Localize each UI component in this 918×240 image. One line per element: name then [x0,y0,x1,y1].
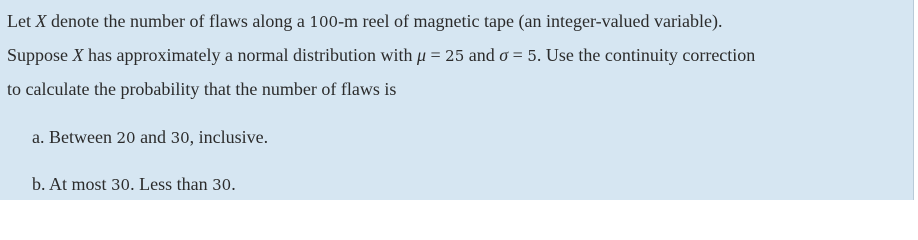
variable-x: X [35,11,47,31]
less-than-number: 30 [212,176,232,194]
text-segment: has approximately a normal distribution with [83,45,417,65]
mu-symbol: μ [416,45,427,65]
question-item-a [32,125,268,150]
problem-line-2 [7,39,907,73]
equals-sign: = [426,45,446,65]
upper-bound-number: 30 [170,129,190,147]
variable-x: X [72,45,84,65]
reel-length-number: 100 [309,13,339,31]
text-segment: and [135,127,171,147]
sigma-value: 5 [527,47,537,65]
text-segment: b. At most [32,174,112,194]
problem-statement [7,5,907,106]
text-segment: . [231,174,236,194]
mu-value: 25 [445,47,465,65]
text-segment: , inclusive. [189,127,269,147]
at-most-number: 30 [111,176,131,194]
text-segment: Suppose [7,45,73,65]
equals-sign: = [508,45,528,65]
text-segment: . Less than [130,174,213,194]
text-segment: a. Between [32,127,117,147]
text-segment: denote the number of flaws along a [46,11,310,31]
text-segment: -m reel of magnetic tape (an integer-valued variable). [338,11,723,31]
problem-line-1 [7,5,907,39]
lower-bound-number: 20 [116,129,136,147]
text-segment: . Use the continuity correction [536,45,756,65]
question-item-b [32,172,236,197]
sigma-symbol: σ [499,45,509,65]
problem-line-3: to calculate the probability that the number of flaws is [7,79,397,99]
text-segment: and [464,45,500,65]
text-segment: Let [7,11,36,31]
